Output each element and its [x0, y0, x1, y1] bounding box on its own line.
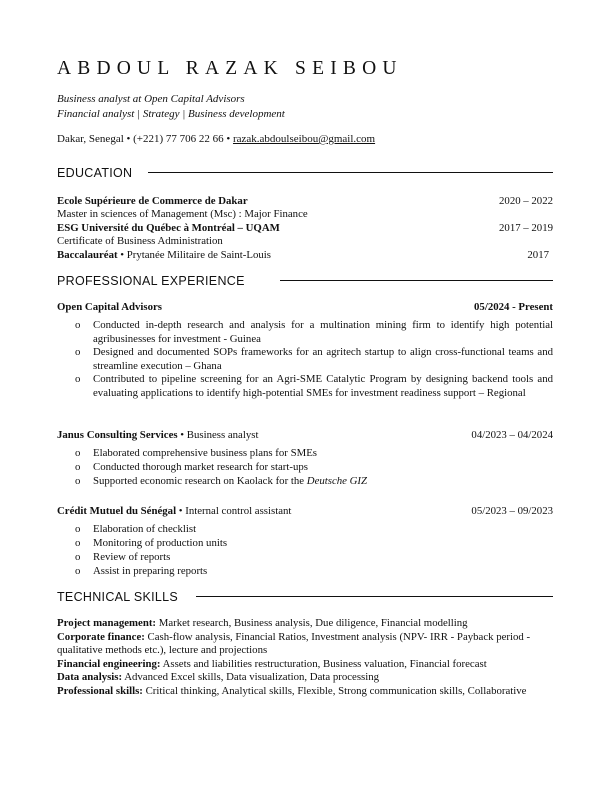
bullet-marker: o [75, 346, 81, 358]
skills-divider [196, 596, 553, 597]
skill-label: Project management: [57, 617, 157, 629]
job-dates: 05/2024 - Present [474, 301, 553, 313]
job-bullet [75, 565, 553, 579]
education-detail [57, 235, 553, 248]
bullet-text: Elaboration of checklist [93, 523, 197, 535]
bullet-marker: o [75, 447, 81, 459]
bullet-marker: o [75, 537, 81, 549]
candidate-name: ABDOUL RAZAK SEIBOU [57, 58, 403, 79]
skill-item [57, 617, 553, 631]
headline-focus: Financial analyst | Strategy | Business development [57, 108, 285, 120]
bullet-text: Conducted thorough market research for start-ups [93, 461, 308, 473]
skill-item [57, 658, 553, 672]
job-org: Janus Consulting Services [57, 429, 178, 441]
skill-text: Cash-flow analysis, Financial Ratios, Investment analysis (NPV- IRR - Payback period -qualitative methods etc.), lecture and projections [57, 630, 531, 657]
degree: Certificate of Business Administration [57, 235, 223, 247]
skill-item [57, 671, 553, 685]
skill-item [57, 685, 553, 699]
job-bullet [75, 523, 553, 537]
email-link[interactable]: razak.abdoulseibou@gmail.com [232, 133, 376, 145]
bullet-text: Conducted in-depth research and analysis for a multination mining firm to identify high potential agribusinesses for investment - Guinea [93, 319, 553, 345]
job-header [57, 429, 553, 442]
job-bullet [75, 551, 553, 565]
skills-list [57, 617, 553, 699]
bullet-text: Contributed to pipeline screening for an Agri-SME Catalytic Program by designing backend tools and evaluating applications to identify high-potential SMEs for investment readiness support – Regional [93, 373, 553, 399]
skill-label: Professional skills: [57, 684, 143, 697]
skill-label: Corporate finance: [57, 630, 145, 643]
education-dates: 2017 [527, 249, 549, 261]
education-detail [57, 208, 553, 221]
bullet-marker: o [75, 373, 81, 385]
job-header [57, 505, 553, 518]
school-name: ESG Université du Québec à Montréal – UQAM [57, 222, 280, 234]
job-role: • Business analyst [177, 429, 259, 441]
bullet-text: Supported economic research on Kaolack for the [93, 475, 307, 487]
job-bullet [75, 461, 553, 475]
job-dates: 05/2023 – 09/2023 [471, 505, 553, 517]
education-dates: 2017 – 2019 [499, 222, 553, 234]
skill-text: Assets and liabilities restructuration, Business valuation, Financial forecast [160, 657, 487, 670]
job-org: Crédit Mutuel du Sénégal [57, 505, 177, 517]
headline-role: Business analyst at Open Capital Advisors [57, 93, 245, 105]
bullet-marker: o [75, 475, 81, 487]
job-org: Open Capital Advisors [57, 301, 162, 313]
skill-text: Market research, Business analysis, Due diligence, Financial modelling [156, 617, 468, 629]
bullet-text: Assist in preparing reports [93, 565, 208, 577]
job-header [57, 301, 553, 314]
education-divider [148, 172, 553, 173]
education-heading: EDUCATION [57, 166, 133, 180]
job-bullet [75, 537, 553, 551]
school-name: Ecole Supérieure de Commerce de Dakar [57, 195, 248, 207]
bullet-text: Review of reports [93, 551, 171, 563]
degree: Master in sciences of Management (Msc) : Major Finance [57, 208, 308, 220]
bullet-marker: o [75, 565, 81, 577]
skill-label: Financial engineering: [57, 657, 161, 670]
skill-text: Critical thinking, Analytical skills, Flexible, Strong communication skills, Collaborative [142, 684, 527, 697]
education-entry [57, 222, 553, 235]
contact-line [57, 133, 375, 145]
education-entry [57, 195, 553, 208]
education-dates: 2020 – 2022 [499, 195, 553, 207]
job-bullet [75, 346, 553, 373]
bullet-marker: o [75, 461, 81, 473]
education-entry [57, 249, 553, 262]
experience-divider [280, 280, 553, 281]
bullet-marker: o [75, 319, 81, 331]
job-bullet [75, 373, 553, 400]
school-name: Baccalauréat [57, 249, 118, 261]
contact-info: Dakar, Senegal • (+221) 77 706 22 66 • [57, 133, 233, 145]
job-bullet [75, 319, 553, 346]
school-detail: • Prytanée Militaire de Saint-Louis [117, 249, 271, 261]
skills-heading: TECHNICAL SKILLS [57, 590, 179, 604]
job-bullet [75, 447, 553, 461]
job-dates: 04/2023 – 04/2024 [471, 429, 553, 441]
bullet-text: Elaborated comprehensive business plans for SMEs [93, 447, 317, 459]
bullet-emphasis: Deutsche GIZ [306, 475, 368, 487]
bullet-text: Monitoring of production units [93, 537, 228, 549]
bullet-marker: o [75, 523, 81, 535]
bullet-text: Designed and documented SOPs frameworks for an agritech startup to align cross-functional teams and streamline execution – Ghana [93, 346, 553, 372]
skill-text: Advanced Excel skills, Data visualization, Data processing [122, 671, 380, 684]
bullet-marker: o [75, 551, 81, 563]
job-role: • Internal control assistant [176, 505, 292, 517]
skill-item [57, 631, 553, 658]
job-bullet [75, 475, 553, 489]
skill-label: Data analysis: [57, 671, 123, 684]
experience-heading: PROFESSIONAL EXPERIENCE [57, 274, 245, 288]
